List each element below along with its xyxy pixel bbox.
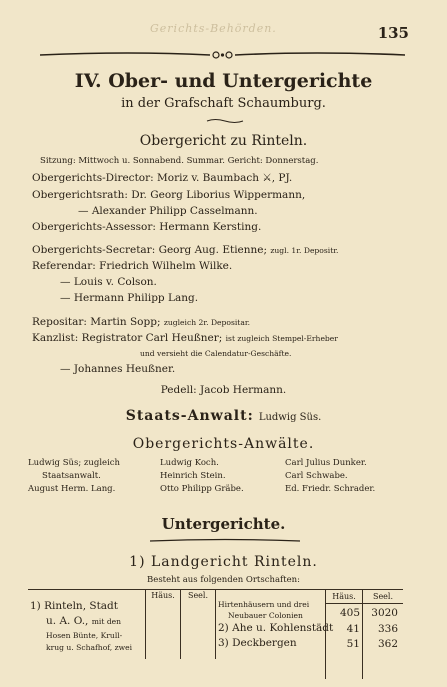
header-ornament [40, 48, 405, 62]
director-line: Obergerichts-Director: Moriz v. Baumbach ⚔, PJ. [32, 172, 293, 184]
repositar-text: Repositar: Martin Sopp; [32, 316, 161, 328]
anwalt-r1-c0: Staatsanwalt. [42, 471, 101, 481]
running-head-ghost: Gerichts-Behörden. [150, 22, 277, 35]
repositar-line [32, 316, 250, 328]
right-note-2: Neubauer Colonien [228, 611, 303, 620]
row1-seelen: 336 [377, 623, 398, 635]
kanzlist-line [32, 332, 338, 344]
row2-seelen: 362 [377, 638, 398, 650]
rath-line-1: Obergerichtsrath: Dr. Georg Liborius Wippermann, [32, 189, 306, 201]
staatsanwalt-name: Ludwig Süs. [258, 412, 322, 423]
staatsanwalt-label: Staats-Anwalt: [125, 408, 254, 424]
untergerichte-ornament [150, 538, 300, 544]
table-vline-3 [215, 589, 216, 659]
anwaelte-title: Obergerichts-Anwälte. [132, 436, 315, 452]
left-entry-line4: krug u. Schafhof, zwei [46, 643, 133, 652]
secretar-text: Obergerichts-Secretar: Georg Aug. Etienne; [32, 244, 268, 256]
left-entry-line3: Hosen Bünte, Krull- [46, 631, 123, 640]
landgericht-title: 1) Landgericht Rinteln. [129, 554, 318, 570]
right-header-seelen: Seel. [372, 592, 394, 601]
table-vline-5 [362, 589, 363, 679]
small-ornament [205, 118, 245, 124]
anwalt-r1-c2: Carl Schwabe. [285, 471, 348, 481]
repositar-note: zugleich 2r. Depositar. [163, 318, 251, 327]
secretar-line [32, 244, 338, 256]
row1-haeuser: 41 [346, 623, 360, 635]
kanzlist-line-2: — Johannes Heußner. [60, 363, 176, 375]
referendar-line-3: — Hermann Philipp Lang. [60, 292, 199, 304]
anwalt-r2-c0: August Herm. Lang. [28, 484, 116, 494]
kanzlist-text: Kanzlist: Registrator Carl Heußner; [32, 332, 223, 344]
table-header-rule-right [325, 603, 403, 604]
secretar-note: zugl. 1r. Depositr. [270, 246, 339, 255]
pedell-line: Pedell: Jacob Hermann. [160, 384, 287, 396]
left-entry-label: 1) Rinteln, Stadt [30, 600, 118, 612]
anwalt-r0-c1: Ludwig Koch. [160, 458, 219, 468]
anwalt-r2-c1: Otto Philipp Gräbe. [160, 484, 244, 494]
right-note-1: Hirtenhäusern und drei [218, 600, 310, 609]
table-vline-2 [180, 589, 181, 659]
left-entry-line2-small: mit den [91, 617, 122, 626]
row2-haeuser: 51 [346, 638, 360, 650]
obergericht-title: Obergericht zu Rinteln. [139, 133, 308, 149]
row1-label: 2) Ahe u. Kohlenstädt [218, 622, 334, 634]
table-vline-4 [325, 589, 326, 679]
page-number: 135 [377, 24, 409, 42]
staatsanwalt-line [0, 405, 447, 424]
right-header-haeuser: Häus. [332, 592, 356, 601]
landgericht-intro: Besteht aus folgenden Ortschaften: [147, 575, 300, 585]
table-vline-1 [145, 589, 146, 659]
chapter-subtitle: in der Grafschaft Schaumburg. [121, 96, 326, 111]
anwalt-r2-c2: Ed. Friedr. Schrader. [285, 484, 376, 494]
anwalt-r1-c1: Heinrich Stein. [160, 471, 226, 481]
row2-label: 3) Deckbergen [218, 637, 297, 649]
kanzlist-note-1: ist zugleich Stempel-Erheber [225, 334, 338, 343]
left-header-seelen: Seel. [187, 591, 209, 600]
left-entry-line2 [46, 615, 121, 627]
kanzlist-note-2: und versieht die Calendatur-Geschäfte. [140, 349, 292, 358]
referendar-line: Referendar: Friedrich Wilhelm Wilke. [32, 260, 233, 272]
referendar-line-2: — Louis v. Colson. [60, 276, 157, 288]
sessions-line: Sitzung: Mittwoch u. Sonnabend. Summar. Gericht: Donnerstag. [40, 156, 319, 166]
rath-line-2: — Alexander Philipp Casselmann. [78, 205, 258, 217]
anwalt-r0-c2: Carl Julius Dunker. [285, 458, 367, 468]
anwalt-r0-c0: Ludwig Süs; zugleich [28, 458, 121, 468]
assessor-line: Obergerichts-Assessor: Hermann Kersting. [32, 221, 262, 233]
left-header-haeuser: Häus. [151, 591, 175, 600]
untergerichte-title: Untergerichte. [161, 515, 286, 533]
row0-seelen: 3020 [371, 607, 398, 619]
left-entry-line2-text: u. A. O., [46, 615, 89, 627]
row0-haeuser: 405 [339, 607, 360, 619]
chapter-title: IV. Ober- und Untergerichte [74, 70, 373, 92]
